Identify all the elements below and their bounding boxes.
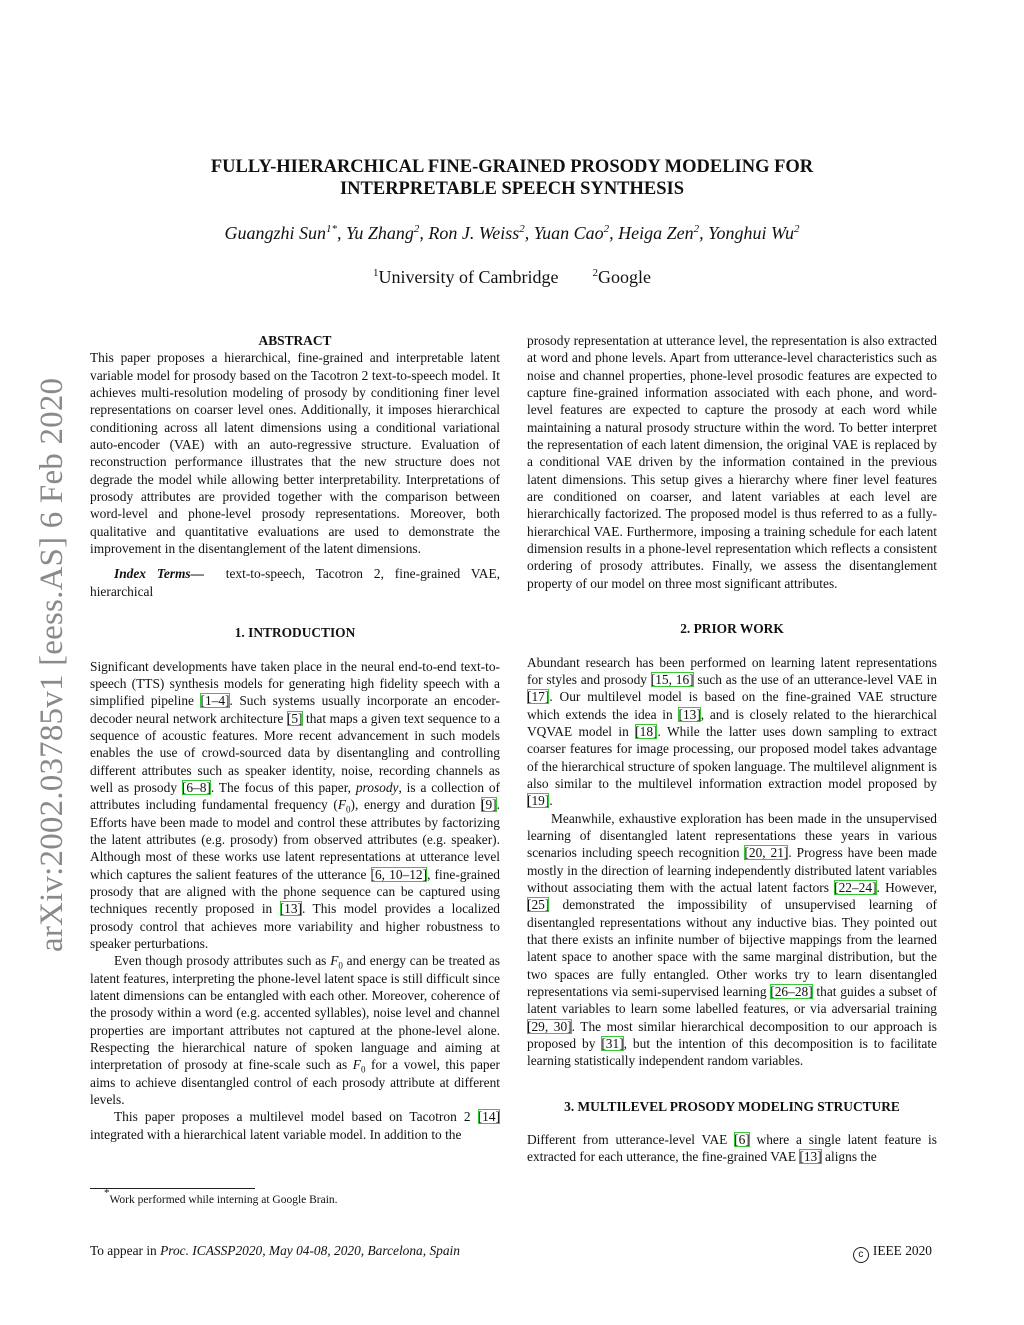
emphasis-text: F [352, 1057, 361, 1073]
author-list: Guangzhi Sun$^{1*}$, Yu Zhang$^2$, Ron J. Weiss$^2$, Yuan Cao$^2$, Heiga Zen$^2$, Yonghui Wu$^2$ [224, 223, 800, 243]
arxiv-side-stamp: arXiv:2002.03785v1 [eess.AS] 6 Feb 2020 [34, 377, 70, 952]
citation-link[interactable]: [31] [601, 1036, 624, 1052]
intro-paragraph-3: This paper proposes a multilevel model based on Tacotron 2 [14] integrated with a hierarchical latent variable model. In addition to the [90, 1109, 500, 1142]
author-name: Heiga Zen [618, 223, 694, 243]
right-column [527, 332, 937, 1166]
intro-paragraph-2: Even though prosody attributes such as $F_0$ and energy can be treated as latent features, interpreting the phone-level latent space is still difficult since latent dimensions can be entangled with each other. Moreover, coherence of the prosody within a word (e.g. accented syllables), noise level and channel properties are important attributes not captured at the phone-level alone. Respecting the hierarchical nature of spoken language and aiming at interpretation of prosody at fine-scale such as $F_0$ for a vowel, this paper aims to achieve disentangled control of each prosody attribute at different levels. [90, 953, 500, 1108]
footnote-text: Work performed while interning at Google Brain. [109, 1194, 338, 1206]
introduction-heading: 1. INTRODUCTION [234, 625, 356, 641]
title-line-2: INTERPRETABLE SPEECH SYNTHESIS [339, 179, 685, 199]
citation-link[interactable]: [29, 30] [527, 1018, 572, 1034]
affiliation-list [90, 265, 934, 289]
citation-link[interactable]: [18] [635, 723, 658, 739]
citation-link[interactable]: [22–24] [834, 879, 877, 895]
emphasis-text: F [337, 797, 347, 813]
footnote-rule [90, 1188, 255, 1189]
copyright-footer [853, 1243, 932, 1263]
citation-link[interactable]: [14] [477, 1109, 500, 1125]
index-terms-label: Index Terms— [114, 566, 204, 582]
copyright-icon: c [853, 1247, 869, 1263]
intro-paragraph-1: Significant developments have taken place in the neural end-to-end text-to-speech (TTS) synthesis models for generating high fidelity speech with a simplified pipeline [1–4]. Such systems usually incorporate an encoder-decoder neural network architecture [5] that maps a given text sequence to a sequence of acoustic features. More recent advancement in such models enables the use of crowd-sourced data by disentangling and controlling different attributes such as speaker identity, noise, recording channels as well as prosody [6–8]. The focus of this paper, prosody, is a collection of attributes including fundamental frequency $(F_0)$, energy and duration [9]. Efforts have been made to model and control these attributes by factorizing the latent attributes (e.g. prosody) from observed attributes (e.g. speaker). Although most of these works use latent representations at utterance level which captures the salient features of the utterance [6, 10–12], fine-grained prosody that are aligned with the phone sequence can be captured using techniques recently proposed in [13]. This model provides a localized prosody control that achieves more variability and higher robustness to speaker perturbations. [90, 658, 500, 951]
structure-paragraph-1: Different from utterance-level VAE [6] where a single latent feature is extracted for each utterance, the fine-grained VAE [13] aligns the [527, 1132, 937, 1165]
citation-link[interactable]: [15, 16] [650, 671, 694, 687]
venue-footer [90, 1243, 460, 1259]
author-affiliation-mark: 2 [413, 223, 420, 235]
author-name: Guangzhi Sun [224, 223, 327, 243]
author-affiliation-mark: 2 [793, 223, 800, 235]
citation-link[interactable]: [6–8] [181, 779, 211, 795]
title-line-1: FULLY-HIERARCHICAL FINE-GRAINED PROSODY MODELING FOR [210, 157, 814, 177]
citation-link[interactable]: [25] [527, 897, 550, 913]
author-affiliation-mark: 2 [693, 223, 700, 235]
intro-continued-paragraph: prosody representation at utterance level, the representation is also extracted at word and phone levels. Apart from utterance-level characteristics such as noise and channel properties, phone-level prosodic features are expected to capture fine-grained information associated with each phone, and word-level features are expected to capture the prosody at each word while maintaining a natural prosody structure within the word. To better interpret the representation of each latent dimension, the original VAE is replaced by a conditional VAE driven by the information contained in the previous latent dimensions. This setup gives a hierarchy where finer level features are conditioned on coarser, and latent variables at each level are hierarchically factorized. The proposed model is thus referred to as a fully-hierarchical VAE. Furthermore, imposing a training schedule for each latent dimension results in a phone-level representation which reflects a consistent ordering of prosody attributes. Finally, we assess the disentanglement property of our model on three most significant attributes. [527, 333, 937, 591]
abstract-text: This paper proposes a hierarchical, fine-grained and interpretable latent variable model for prosody based on the Tacotron 2 text-to-speech model. It achieves multi-resolution modeling of prosody by conditioning finer level representations on coarser level ones. Additionally, it imposes hierarchical conditioning across all latent dimensions using a conditional variational auto-encoder (VAE) with an auto-regressive structure. Evaluation of reconstruction performance illustrates that the new structure does not degrade the model while allowing better interpretability. Interpretations of prosody attributes are provided together with the comparison between word-level and phone-level prosody representations. Moreover, both qualitative and quantitative evaluations are used to demonstrate the improvement in the disentanglement of the latent dimensions. [90, 350, 500, 557]
citation-link[interactable]: [13] [279, 901, 302, 917]
venue-name: Proc. ICASSP2020, May 04-08, 2020, Barcelona, Spain [160, 1243, 460, 1258]
citation-link[interactable]: [1–4] [200, 693, 230, 709]
affiliation-mark: 2 [592, 267, 598, 279]
author-affiliation-mark: 2 [603, 223, 610, 235]
copyright-text: IEEE 2020 [872, 1243, 932, 1258]
subscript-text: 0 [346, 804, 351, 815]
author-affiliation-mark: 2 [519, 223, 525, 235]
citation-link[interactable]: [9] [481, 797, 497, 813]
emphasis-text: F [330, 953, 339, 969]
author-name: Ron J. Weiss [428, 223, 520, 243]
author-name: Yuan Cao [533, 223, 604, 243]
left-column [90, 332, 500, 1143]
citation-link[interactable]: [19] [527, 793, 550, 809]
affiliation-name: Google [597, 267, 651, 287]
affiliation-name: University of Cambridge [378, 267, 559, 287]
citation-link[interactable]: [20, 21] [744, 845, 789, 861]
citation-link[interactable]: [13] [678, 706, 701, 722]
citation-link[interactable]: [6, 10–12] [370, 866, 428, 882]
footnote [104, 1187, 338, 1208]
prior-work-paragraph-1: Abundant research has been performed on learning latent representations for styles and prosody [15, 16] such as the use of an utterance-level VAE in [17]. Our multilevel model is based on the fine-grained VAE structure which extends the idea in [13], and is closely related to the hierarchical VQVAE model in [18]. While the latter uses down sampling to extract coarser features for image processing, our proposed model takes advantage of the hierarchical structure of spoken language. The multilevel alignment is also similar to the multilevel information extraction model proposed by [19]. [527, 654, 937, 809]
citation-link[interactable]: [17] [527, 689, 550, 705]
author-affiliation-mark: 1* [326, 223, 338, 235]
index-terms [90, 565, 500, 600]
venue-prefix: To appear in [90, 1243, 161, 1258]
citation-link[interactable]: [13] [799, 1149, 822, 1165]
author-name: Yonghui Wu [708, 223, 794, 243]
structure-heading: 3. MULTILEVEL PROSODY MODELING STRUCTURE [564, 1098, 900, 1114]
index-terms-text: text-to-speech, Tacotron 2, fine-grained VAE, hierarchical [90, 566, 500, 599]
author-name: Yu Zhang [346, 223, 414, 243]
citation-link[interactable]: [6] [734, 1132, 750, 1148]
abstract-heading: ABSTRACT [258, 333, 332, 348]
subscript-text: 0 [360, 1065, 366, 1076]
paper-title [120, 156, 904, 200]
prior-work-heading: 2. PRIOR WORK [680, 621, 784, 637]
citation-link[interactable]: [26–28] [770, 984, 813, 1000]
citation-link[interactable]: [5] [286, 710, 303, 726]
footnote-mark: * [104, 1187, 110, 1199]
affiliation-mark: 1 [373, 267, 379, 279]
subscript-text: 0 [338, 961, 343, 972]
emphasis-text: prosody [355, 779, 399, 795]
prior-work-paragraph-2: Meanwhile, exhaustive exploration has been made in the unsupervised learning of disentangled latent representations these years in various scenarios including speech recognition [20, 21]. Progress have been made mostly in the direction of learning independently distributed latent variables without associating them with the actual latent factors [22–24]. However, [25] demonstrated the impossibility of unsupervised learning of disentangled representations without any inductive bias. They pointed out that there exists an infinite number of bijective mappings from the learned latent space to another space with the same marginal distribution, but the two spaces are fully entangled. Other works try to learn disentangled representations via semi-supervised learning [26–28] that guides a subset of latent variables to learn some labelled features, or via adversarial training [29, 30]. The most similar hierarchical decomposition to our approach is proposed by [31], but the intention of this decomposition is to facilitate learning statistically independent random variables. [527, 810, 938, 1069]
